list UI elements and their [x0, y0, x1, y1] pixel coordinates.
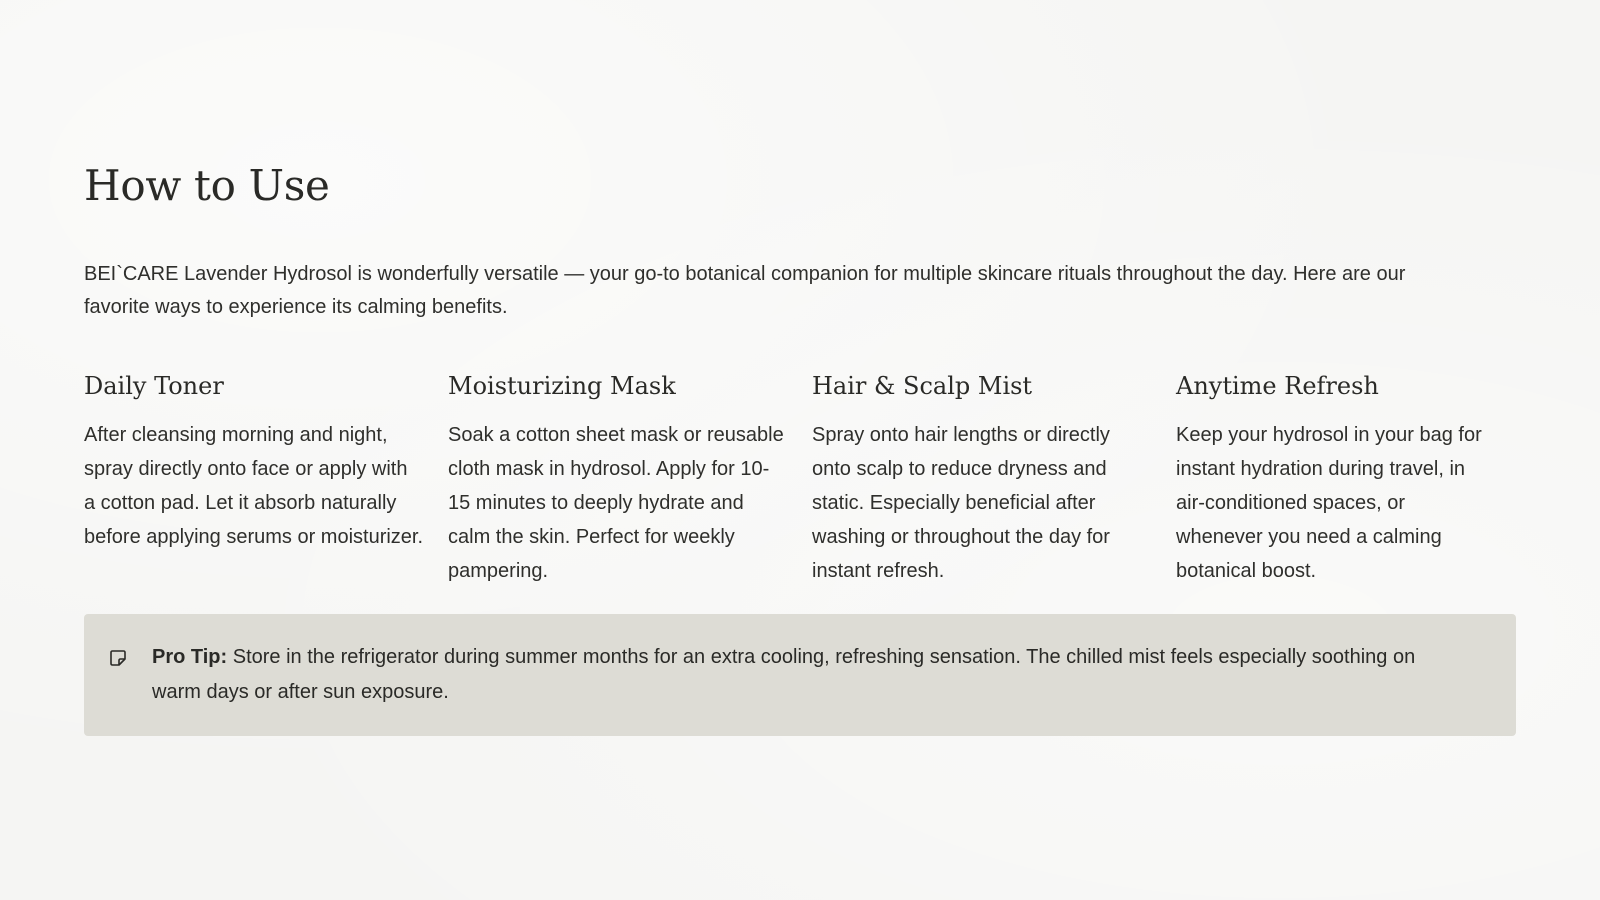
usage-card-anytime-refresh: [1176, 370, 1516, 588]
usage-card-text: Soak a cotton sheet mask or reusable cloth mask in hydrosol. Apply for 10-15 minutes to deeply hydrate and calm the skin. Perfect for weekly pampering.: [448, 424, 784, 582]
section-title: How to Use: [84, 161, 330, 210]
usage-card-text: Keep your hydrosol in your bag for instant hydration during travel, in air-conditioned spaces, or whenever you need a calming botanical boost.: [1176, 424, 1482, 582]
usage-card-title: Moisturizing Mask: [448, 372, 676, 400]
how-to-use-section: [84, 160, 1516, 588]
pro-tip-box: [84, 614, 1516, 736]
usage-grid: [84, 370, 1516, 588]
usage-card-text: Spray onto hair lengths or directly onto scalp to reduce dryness and static. Especially beneficial after washing or throughout the day for instant refresh.: [812, 424, 1110, 582]
pro-tip-body: Store in the refrigerator during summer months for an extra cooling, refreshing sensation. The chilled mist feels especially soothing on warm days or after sun exposure.: [152, 646, 1416, 703]
section-intro: BEI`CARE Lavender Hydrosol is wonderfully versatile — your go-to botanical companion for multiple skincare rituals throughout the day. Here are our favorite ways to experience its calming benefits.: [84, 263, 1406, 318]
usage-card-text: After cleansing morning and night, spray directly onto face or apply with a cotton pad. Let it absorb naturally before applying serums or moisturizer.: [84, 424, 424, 548]
pro-tip-label: Pro Tip:: [152, 646, 228, 668]
usage-card-hair-scalp-mist: [812, 370, 1176, 588]
note-icon: [108, 648, 128, 668]
usage-card-moisturizing-mask: [448, 370, 812, 588]
pro-tip-text: [152, 640, 1456, 710]
usage-card-title: Daily Toner: [84, 372, 224, 400]
usage-card-title: Hair & Scalp Mist: [812, 372, 1033, 400]
usage-card-daily-toner: [84, 370, 448, 588]
usage-card-title: Anytime Refresh: [1176, 372, 1379, 400]
